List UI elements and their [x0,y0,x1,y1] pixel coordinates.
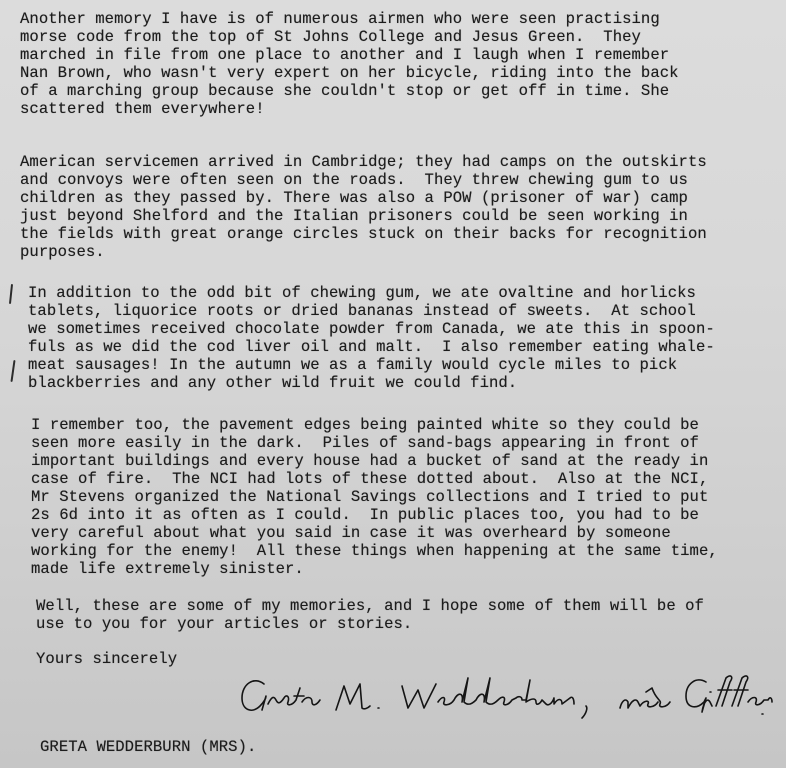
text-line: we sometimes received chocolate powder from Canada, we ate this in spoon- [28,320,715,338]
text-line: Another memory I have is of numerous airmen who were seen practising [20,10,660,28]
text-line: meat sausages! In the autumn we as a family would cycle miles to pick [28,356,678,374]
text-line: fuls as we did the cod liver oil and malt. I also remember eating whale- [28,338,715,356]
text-line: of a marching group because she couldn't stop or get off in time. She [20,82,670,100]
text-line: children as they passed by. There was also a POW (prisoner of war) camp [20,189,688,207]
text-line: just beyond Shelford and the Italian prisoners could be seen working in [20,207,688,225]
typed-name: GRETA WEDDERBURN (MRS). [40,738,257,756]
closing-text: Yours sincerely [36,650,178,668]
text-line: made life extremely sinister. [31,560,304,578]
text-line: Nan Brown, who wasn't very expert on her bicycle, riding into the back [20,64,679,82]
text-line: blackberries and any other wild fruit we could find. [28,374,518,392]
handwritten-signature [236,670,776,732]
text-line: working for the enemy! All these things when happening at the same time, [31,542,718,560]
text-line: important buildings and every house had a bucket of sand at the ready in [31,452,709,470]
text-line: American servicemen arrived in Cambridge; they had camps on the outskirts [20,153,707,171]
text-line: very careful about what you said in case it was overheard by someone [31,524,671,542]
text-line: 2s 6d into it as often as I could. In public places too, you had to be [31,506,699,524]
margin-correction-mark [10,360,15,382]
text-line: the fields with great orange circles stuck on their backs for recognition [20,225,707,243]
text-line: use to you for your articles or stories. [36,615,413,633]
text-line: Mr Stevens organized the National Savings collections and I tried to put [31,488,709,506]
text-line: morse code from the top of St Johns College and Jesus Green. They [20,28,641,46]
text-line: I remember too, the pavement edges being painted white so they could be [31,416,699,434]
text-line: In addition to the odd bit of chewing gum, we ate ovaltine and horlicks [28,284,696,302]
text-line: case of fire. The NCI had lots of these dotted about. Also at the NCI, [31,470,709,488]
text-line: Well, these are some of my memories, and I hope some of them will be of [36,597,704,615]
text-line: marched in file from one place to another and I laugh when I remember [20,46,670,64]
text-line: seen more easily in the dark. Piles of sand-bags appearing in front of [31,434,699,452]
text-line: and convoys were often seen on the roads. They threw chewing gum to us [20,171,688,189]
text-line: purposes. [20,243,105,261]
text-line: scattered them everywhere! [20,100,265,118]
margin-correction-mark [9,284,13,304]
text-line: tablets, liquorice roots or dried bananas instead of sweets. At school [28,302,696,320]
